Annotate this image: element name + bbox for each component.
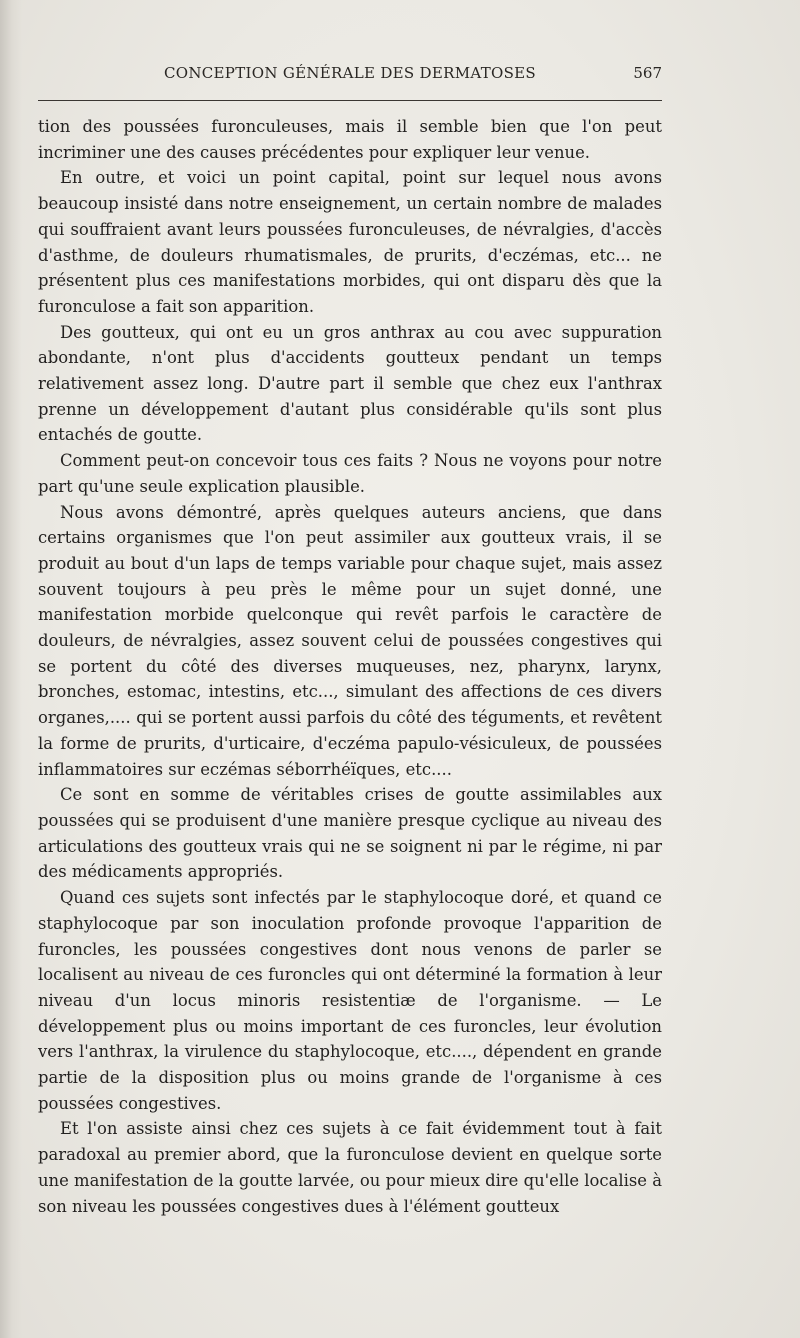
paragraph: Des goutteux, qui ont eu un gros anthrax au cou avec suppuration abondante, n'ont plus d'accidents goutteux pendant un temps relativement assez long. D'autre part il semble que chez eux l'anthrax prenne un développement d'autant plus considérable qu'ils sont plus entachés de goutte. [38,322,662,445]
header-rule [38,100,662,101]
paragraph: Ce sont en somme de véritables crises de goutte assimilables aux poussées qui se produisent d'une manière presque cyclique au niveau des articulations des goutteux vrais qui ne se soignent ni par le régime, ni par des médicaments appropriés. [38,785,662,882]
paragraph: Comment peut-on concevoir tous ces faits ? Nous ne voyons pour notre part qu'une seule explication plausible. [38,451,662,496]
paragraph: Et l'on assiste ainsi chez ces sujets à ce fait évidemment tout à fait paradoxal au premier abord, que la furonculose devient en quelque sorte une manifestation de la goutte larvée, ou pour mieux dire qu'elle localise à son niveau les poussées congestives dues à l'élément goutteux [38,1119,662,1216]
running-title: CONCEPTION GÉNÉRALE DES DERMATOSES [163,64,537,82]
paragraph: Nous avons démontré, après quelques auteurs anciens, que dans certains organismes que l'on peut assimiler aux goutteux vrais, il se produit au bout d'un laps de temps variable pour chaque sujet, mais assez souvent toujours à peu près le même pour un sujet donné, une manifestation morbide quelconque qui revêt parfois le caractère de douleurs, de névralgies, assez souvent celui de poussées congestives qui se portent du côté des diverses muqueuses, nez, pharynx, larynx, bronches, estomac, intestins, etc..., simulant des affections de ces divers organes,.... qui se portent aussi parfois du côté des téguments, et revêtent la forme de prurits, d'urticaire, d'eczéma papulo-vésiculeux, de poussées inflammatoires sur eczémas séborrhéïques, etc.... [38,502,662,779]
paragraph: Quand ces sujets sont infectés par le staphylocoque doré, et quand ce staphylocoque par son inoculation profonde provoque l'apparition de furoncles, les poussées congestives dont nous venons de parler se localisent au niveau de ces furoncles qui ont déterminé la formation à leur niveau d'un locus minoris resistentiæ de l'organisme. — Le développement plus ou moins important de ces furoncles, leur évolution vers l'anthrax, la virulence du staphylocoque, etc...., dépendent en grande partie de la disposition plus ou moins grande de l'organisme à ces poussées congestives. [38,888,662,1113]
body-text [38,114,662,1219]
paragraph: tion des poussées furonculeuses, mais il semble bien que l'on peut incriminer une des causes précédentes pour expliquer leur venue. [38,117,662,162]
running-header [38,60,662,90]
page-number: 567 [633,64,662,82]
page-gutter-shadow [0,0,22,1338]
paragraph: En outre, et voici un point capital, point sur lequel nous avons beaucoup insisté dans notre enseignement, un certain nombre de malades qui souffraient avant leurs poussées furonculeuses, de névralgies, d'accès d'asthme, de douleurs rhumatismales, de prurits, d'eczémas, etc... ne présentent plus ces manifestations morbides, qui ont disparu dès que la furonculose a fait son apparition. [38,168,662,316]
